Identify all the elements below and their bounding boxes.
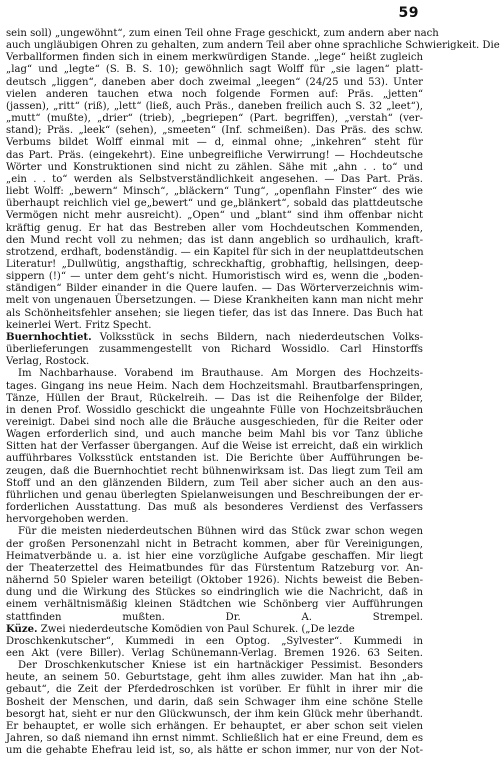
text-line: Tänze, Hüllen der Braut, Rückelreih. — Das ist die Reihenfolge der Bilder, (6, 392, 423, 404)
text-line: vielen anderen tauchen etwa noch folgende Formen auf: Präs. „jetten“ (6, 88, 423, 100)
text-line: „ein . . to“ werden als Selbstverständlichkeit angesehen. — Das Part. Präs. (6, 173, 423, 185)
text-line: in denen Prof. Wossidlo geschickt die ungeahnte Fülle von Hochzeitsbräuchen (6, 404, 423, 416)
text-line: Er behauptet, er wolle sich erhängen. Er behauptet, er aber schon seit vielen (6, 720, 423, 732)
text-line: das Part. Präs. (eingekehrt). Eine unbegreifliche Verwirrung! — Hochdeutsche (6, 149, 423, 161)
text-line: Bosheit der Menschen, und darin, daß sein Schwager ihm eine schöne Stelle (6, 696, 423, 708)
text-line: aufführbares Volksstück entstanden ist. Die Berichte über Aufführungen be- (6, 453, 423, 465)
text-line: „lag“ und „legte“ (S. B. S. 10); gewöhnlich sagt Wolff für „sie lagen“ platt- (6, 64, 423, 76)
text-line: ständigen“ Bilder einander in die Quere laufen. — Das Wörterverzeichnis wim- (6, 283, 423, 295)
text-line: melt von ungenauen Übersetzungen. — Diese Krankheiten kann man nicht mehr (6, 295, 423, 307)
text-line: heute, an seinem 50. Geburtstage, geht ihm alles zuwider. Man hat ihn „ab- (6, 672, 423, 684)
text-line: dung und die Wirkung des Stückes so eindringlich wie die Nachricht, daß in (6, 587, 423, 599)
text-line: überlieferungen zusammengestellt von Richard Wossidlo. Carl Hinstorffs (6, 344, 423, 356)
page-number: 59 (398, 5, 419, 21)
text-line: auch ungläubigen Ohren zu gehalten, zum andern Teil aber ohne sprachliche Schwierigkeit. Die (6, 40, 500, 52)
text-line: gebaut“, die Zeit der Pferdedroschken ist vorüber. Er fühlt in ihrer mir die (6, 684, 423, 696)
text-line: Der Droschkenkutscher Kniese ist ein hartnäckiger Pessimist. Besonders (18, 660, 423, 672)
text-line: Droschkenkutscher“, Kummedi in een Optog. „Sylvester“. Kummedi in (6, 635, 423, 647)
text-line: Sitten hat der Verfasser übergangen. Auf die Weise ist erreicht, daß ein wirklich (6, 441, 423, 453)
text-line: überhaupt reichlich viel ge„bewert“ und ge„blänkert“, sobald das plattdeutsche (6, 198, 423, 210)
text-line: Literatur! „Dullwütig, angsthaftig, schreckhaftig, grobhaftig, hellsingen, deep- (6, 258, 423, 270)
text-line: um die gehabte Ehefrau leid ist, so, als hätte er schon immer, nur von der Not- (6, 745, 423, 757)
text-line: tages. Gingang ins neue Heim. Nach dem Hochzeitsmahl. Brautbarfenspringen, (6, 380, 423, 392)
text-line: sippern (!)“ — unter dem geht’s nicht. Humoristisch wird es, wenn die „boden- (6, 271, 423, 283)
text-line: stattfinden mußten. Dr. A. Strempel. (6, 611, 423, 623)
text-line: Verbums bildet Wolff einmal mit — d, einmal ohne; „inkehren“ steht für (6, 137, 423, 149)
text-line: (jassen), „ritt“ (riß), „lett“ (ließ, auch Präs., daneben freilich auch S. 32 „leet“), (6, 100, 423, 112)
text-line: Für die meisten niederdeutschen Bühnen wird das Stück zwar schon wegen (18, 526, 423, 538)
text-line: forderlichen Ausstattung. Das muß als besonderes Verdienst des Verfassers (6, 502, 423, 514)
text-line: einem verhältnismäßig kleinen Städtchen wie Schönberg vier Aufführungen (6, 599, 423, 611)
text-line: Verlag, Rostock. (6, 356, 90, 368)
text-line: hervorgehoben werden. (6, 514, 129, 526)
text-line: den Mund recht voll zu nehmen; das ist dann angeblich so urdhaulich, kraft- (6, 234, 423, 246)
text-line: Wörter und Konstruktionen sind nicht zu zählen. Sähe mit „ahn . . to“ und (6, 161, 423, 173)
text-line: Heimatverbände u. a. ist hier eine vorzügliche Aufgabe geschaffen. Mir liegt (6, 550, 423, 562)
text-line: besorgt hat, sieht er nur den Glückwunsch, der ihm kein Glück mehr überhandt. (6, 708, 423, 720)
text-line: Vermögen nicht mehr ausreicht). „Open“ und „blant“ sind ihm offenbar nicht (6, 210, 423, 222)
text-line: als Schönheitsfehler ansehen; sie liegen tiefer, das ist das Innere. Das Buch hat (6, 307, 423, 319)
text-line: führlichen und genau überlegten Spielanweisungen und Beschreibungen der er- (6, 489, 423, 501)
text-line: der Theaterzettel des Heimatbundes für das Fürstentum Ratzeburg vor. An- (6, 562, 423, 574)
text-line: Verballformen finden sich in einem merkwürdigen Stande. „lege“ heißt zugleich (6, 52, 423, 64)
text-line: sein soll) „ungewöhnt“, zum einen Teil ohne Frage geschickt, zum andern aber nach (6, 28, 439, 39)
text-line: keinerlei Wert. Fritz Specht. (6, 319, 152, 331)
text-line: „mutt“ (mußte), „drier“ (trieb), „begriepen“ (Part. begriffen), „verstah“ (ver- (6, 113, 423, 125)
text-line: een Akt (vere Biller). Verlag Schünemann-Verlag. Bremen 1926. 63 Seiten. (6, 647, 423, 659)
text-line: kräftig genug. Er hat das Bestreben aller vom Hochdeutschen Kommenden, (6, 222, 423, 234)
text-line: strotzend, erdhaft, bodenständig. — ein Kapitel für sich in der neuplattdeutschen (6, 246, 424, 258)
text-line: stand); Präs. „leek“ (sehen), „smeeten“ (Inf. schmeißen). Das Präs. des schw. (6, 125, 423, 137)
entry-heading: Buernhochtiet. (6, 331, 92, 343)
text-line: Stoff und an den glänzenden Bildern, zum Teil aber sicher auch an den aus- (6, 477, 423, 489)
text-line: Buernhochtiet. Volksstück in sechs Bildern, nach niederdeutschen Volks- (6, 331, 423, 343)
text-line: Im Nachbarhause. Vorabend im Brauthause. Am Morgen des Hochzeits- (18, 368, 423, 380)
text-line: Jahren, so daß niemand ihn ernst nimmt. Schließlich hat er eine Freund, dem es (6, 733, 423, 745)
entry-heading: Küze. (6, 623, 38, 635)
text-line: Küze. Zwei niederdeutsche Komödien von Paul Schurek. („De lezde (6, 623, 355, 635)
text-line: vereinigt. Dabei sind noch alle die Bräuche ausgeschieden, für die Reiter oder (6, 417, 423, 428)
text-line: Wagen erforderlich sind, und auch manche beim Mahl bis vor Tanz übliche (6, 429, 423, 441)
body-text (6, 28, 500, 757)
text-line: der großen Personenzahl nicht in Betracht kommen, aber für Vereinigungen, (6, 538, 423, 550)
text-line: liebt Wolff: „bewern“ Minsch“, „bläckern“ Tung“, „openflahn Finster“ des wie (6, 186, 423, 198)
text-line: nähernd 50 Spieler waren beteiligt (Oktober 1926). Nichts beweist die Beben- (6, 575, 423, 587)
text-line: zeugen, daß die Buernhochtiet recht bühnenwirksam ist. Das liegt zum Teil am (6, 465, 423, 477)
text-line: deutsch „liggen“, daneben aber doch zweimal „leegen“ (24/25 und 53). Unter (6, 76, 423, 88)
